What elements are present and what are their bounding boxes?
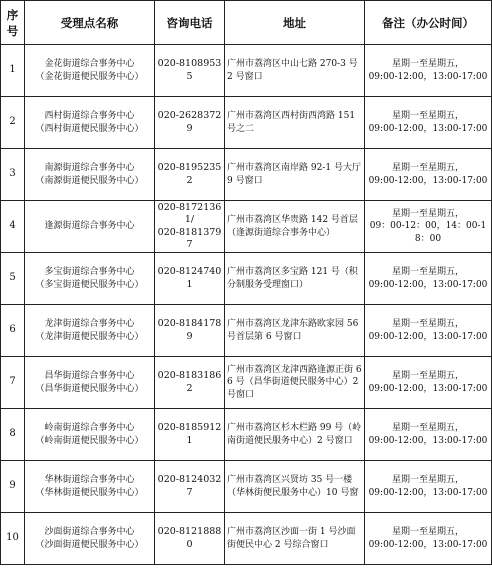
hours-line: 星期一至星期五， xyxy=(391,208,464,219)
name-line: 逢源街道综合事务中心 xyxy=(44,221,135,232)
row-index: 8 xyxy=(1,409,25,461)
phone-number xyxy=(155,45,225,97)
phone-number xyxy=(155,253,225,305)
hours-line: 09:00-12:00，13:00-17:00 xyxy=(368,435,488,446)
table-row xyxy=(1,305,492,357)
name-line: 昌华街道综合事务中心 xyxy=(44,371,135,381)
table-row xyxy=(1,97,492,149)
office-hours xyxy=(365,97,492,149)
hours-line: 09:00-12:00，13:00-17:00 xyxy=(368,123,488,134)
hours-line: 09:00-12:00，13:00-17:00 xyxy=(368,71,488,82)
name-line: （沙面街道便民服务中心） xyxy=(35,539,144,550)
address: 广州市荔湾区龙津东路欧家园 56 号首层第 6 号窗口 xyxy=(225,305,365,357)
name-line: 南源街道综合事务中心 xyxy=(44,163,135,173)
name-line: （华林街道便民服务中心） xyxy=(35,487,144,498)
header-name: 受理点名称 xyxy=(25,1,155,45)
hours-line: 09:00-12:00，13:00-17:00 xyxy=(368,279,488,290)
phone-number xyxy=(155,305,225,357)
phone-number xyxy=(155,409,225,461)
address: 广州市荔湾区西村街西湾路 151 号之二 xyxy=(225,97,365,149)
office-hours xyxy=(365,149,492,201)
service-point-name xyxy=(25,45,155,97)
office-hours xyxy=(365,513,492,565)
phone-line: 020-81240327 xyxy=(157,474,222,498)
name-line: （多宝街道便民服务中心） xyxy=(35,279,144,290)
table-row xyxy=(1,513,492,565)
phone-line: 020-81831862 xyxy=(157,370,222,394)
table-row xyxy=(1,149,492,201)
service-point-name xyxy=(25,149,155,201)
service-point-name xyxy=(25,201,155,253)
office-hours xyxy=(365,201,492,253)
row-index: 7 xyxy=(1,357,25,409)
table-row xyxy=(1,201,492,253)
name-line: （金花街道便民服务中心） xyxy=(35,71,144,82)
phone-line: 020-81218880 xyxy=(157,526,222,550)
phone-number xyxy=(155,201,225,253)
service-point-name xyxy=(25,305,155,357)
service-point-name xyxy=(25,461,155,513)
table-row xyxy=(1,409,492,461)
row-index: 4 xyxy=(1,201,25,253)
address: 广州市荔湾区杉木栏路 99 号（岭南街道便民服务中心）2 号窗口 xyxy=(225,409,365,461)
phone-line: 020-81841789 xyxy=(157,318,222,342)
table-body xyxy=(1,45,492,565)
hours-line: 星期一至星期五， xyxy=(391,371,464,381)
row-index: 10 xyxy=(1,513,25,565)
address: 广州市荔湾区沙面一街 1 号沙面街便民中心 2 号综合窗口 xyxy=(225,513,365,565)
service-point-name xyxy=(25,253,155,305)
phone-line: 020-81952352 xyxy=(157,162,222,186)
hours-line: 星期一至星期五， xyxy=(391,111,464,121)
address: 广州市荔湾区华贵路 142 号首层（逢源街道综合事务中心） xyxy=(225,201,365,253)
address: 广州市荔湾区兴贤坊 35 号一楼（华林街便民服务中心）10 号窗 xyxy=(225,461,365,513)
name-line: （岭南街道便民服务中心） xyxy=(35,435,144,446)
hours-line: 星期一至星期五， xyxy=(391,59,464,69)
hours-line: 09:00-12:00，13:00-17:00 xyxy=(368,539,488,550)
table-row xyxy=(1,253,492,305)
name-line: 华林街道综合事务中心 xyxy=(44,475,135,485)
phone-line: 020-81859121 xyxy=(157,422,222,446)
name-line: 金花街道综合事务中心 xyxy=(44,59,135,69)
hours-line: 星期一至星期五， xyxy=(391,423,464,433)
phone-number xyxy=(155,357,225,409)
hours-line: 09:00-12:00，13:00-17:00 xyxy=(368,383,488,394)
name-line: 沙面街道综合事务中心 xyxy=(44,527,135,537)
office-hours xyxy=(365,409,492,461)
header-note: 备注（办公时间） xyxy=(365,1,492,45)
header-index: 序号 xyxy=(1,1,25,45)
name-line: （昌华街道便民服务中心） xyxy=(35,383,144,394)
phone-number xyxy=(155,149,225,201)
hours-line: 09：00-12：00，14：00-18：00 xyxy=(369,221,487,244)
header-address: 地址 xyxy=(225,1,365,45)
table-row xyxy=(1,45,492,97)
phone-line: 020-81089535 xyxy=(157,58,222,82)
office-hours xyxy=(365,305,492,357)
hours-line: 星期一至星期五， xyxy=(391,527,464,537)
office-hours xyxy=(365,253,492,305)
name-line: （龙津街道便民服务中心） xyxy=(35,331,144,342)
service-point-name xyxy=(25,409,155,461)
name-line: 多宝街道综合事务中心 xyxy=(44,267,135,277)
hours-line: 星期一至星期五， xyxy=(391,267,464,277)
name-line: 西村街道综合事务中心 xyxy=(44,111,135,121)
hours-line: 09:00-12:00，13:00-17:00 xyxy=(368,331,488,342)
service-point-name xyxy=(25,513,155,565)
phone-number xyxy=(155,97,225,149)
row-index: 3 xyxy=(1,149,25,201)
phone-number xyxy=(155,513,225,565)
row-index: 2 xyxy=(1,97,25,149)
hours-line: 星期一至星期五， xyxy=(391,319,464,329)
row-index: 1 xyxy=(1,45,25,97)
phone-line: 020-26283729 xyxy=(157,110,222,134)
table-row xyxy=(1,461,492,513)
hours-line: 09:00-12:00，13:00-17:00 xyxy=(368,487,488,498)
row-index: 9 xyxy=(1,461,25,513)
hours-line: 星期一至星期五， xyxy=(391,163,464,173)
address: 广州市荔湾区南岸路 92-1 号大厅 9 号窗口 xyxy=(225,149,365,201)
row-index: 6 xyxy=(1,305,25,357)
phone-line: 020-81813797 xyxy=(157,226,222,250)
name-line: （西村街道便民服务中心） xyxy=(35,123,144,134)
service-point-name xyxy=(25,357,155,409)
header-phone: 咨询电话 xyxy=(155,1,225,45)
hours-line: 星期一至星期五， xyxy=(391,475,464,485)
name-line: （南源街道便民服务中心） xyxy=(35,175,144,186)
address: 广州市荔湾区多宝路 121 号（积分制服务受理窗口） xyxy=(225,253,365,305)
phone-line: 020-81247401 xyxy=(157,266,222,290)
phone-number xyxy=(155,461,225,513)
address: 广州市荔湾区中山七路 270-3 号 2 号窗口 xyxy=(225,45,365,97)
table-row xyxy=(1,357,492,409)
hours-line: 09:00-12:00，13:00-17:00 xyxy=(368,175,488,186)
phone-line: 020-81721361/ xyxy=(157,201,222,225)
office-hours xyxy=(365,45,492,97)
office-hours xyxy=(365,461,492,513)
office-hours xyxy=(365,357,492,409)
name-line: 龙津街道综合事务中心 xyxy=(44,319,135,329)
table-header-row xyxy=(1,1,492,45)
address: 广州市荔湾区龙津西路逢源正街 66 号（昌华街道便民服务中心）2 号窗口 xyxy=(225,357,365,409)
service-point-name xyxy=(25,97,155,149)
name-line: 岭南街道综合事务中心 xyxy=(44,423,135,433)
row-index: 5 xyxy=(1,253,25,305)
